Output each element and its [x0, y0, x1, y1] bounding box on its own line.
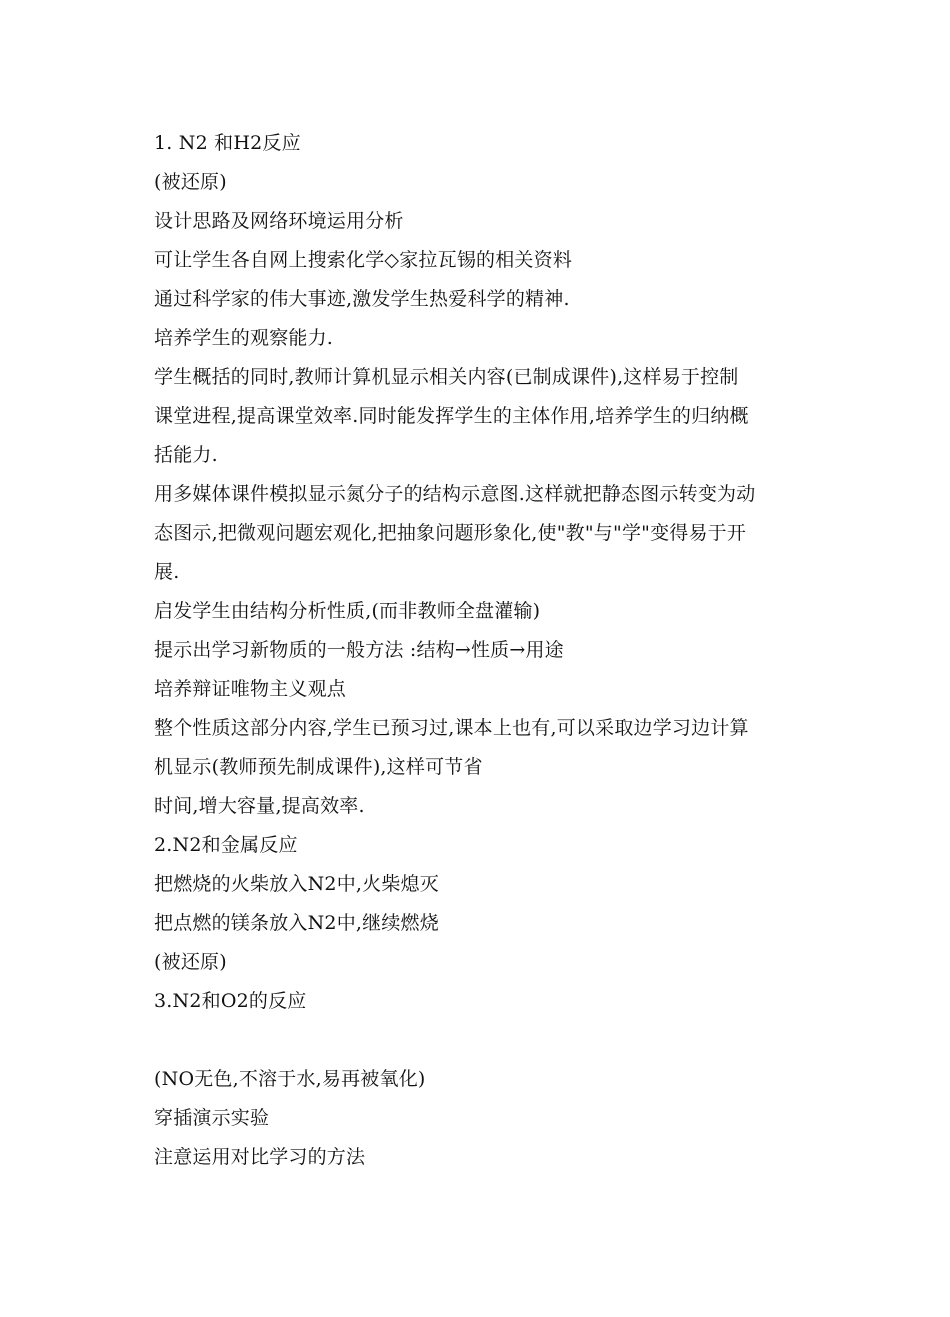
text-line: 展. — [154, 561, 180, 583]
text-line: 启发学生由结构分析性质,(而非教师全盘灌输) — [154, 600, 541, 622]
heading-n2-h2-reaction: 1. N2 和H2反应 — [154, 132, 301, 154]
text-line: (被还原) — [154, 171, 227, 193]
document-body — [154, 124, 814, 1177]
text-line: 可让学生各自网上搜索化学◇家拉瓦锡的相关资料 — [154, 249, 573, 271]
heading-n2-metal-reaction: 2.N2和金属反应 — [154, 834, 298, 856]
text-line: 通过科学家的伟大事迹,激发学生热爱科学的精神. — [154, 288, 570, 310]
text-line: 培养辩证唯物主义观点 — [154, 678, 347, 700]
text-line: 把燃烧的火柴放入N2中,火柴熄灭 — [154, 873, 439, 895]
text-line: 整个性质这部分内容,学生已预习过,课本上也有,可以采取边学习边计算 — [154, 717, 749, 739]
text-line: 括能力. — [154, 444, 218, 466]
text-line: 设计思路及网络环境运用分析 — [154, 210, 404, 232]
text-line: 学生概括的同时,教师计算机显示相关内容(已制成课件),这样易于控制 — [154, 366, 739, 388]
text-line: 注意运用对比学习的方法 — [154, 1146, 366, 1168]
text-line: 培养学生的观察能力. — [154, 327, 334, 349]
text-line: 提示出学习新物质的一般方法 :结构→性质→用途 — [154, 639, 564, 661]
text-line: 机显示(教师预先制成课件),这样可节省 — [154, 756, 483, 778]
text-line: 时间,增大容量,提高效率. — [154, 795, 365, 817]
blank-line — [154, 1021, 814, 1060]
text-line: 态图示,把微观问题宏观化,把抽象问题形象化,使"教"与"学"变得易于开 — [154, 522, 747, 544]
text-line: (NO无色,不溶于水,易再被氧化) — [154, 1068, 426, 1090]
text-line: (被还原) — [154, 951, 227, 973]
text-line: 穿插演示实验 — [154, 1107, 270, 1129]
text-line: 把点燃的镁条放入N2中,继续燃烧 — [154, 912, 439, 934]
heading-n2-o2-reaction: 3.N2和O2的反应 — [154, 990, 307, 1012]
text-line: 课堂进程,提高课堂效率.同时能发挥学生的主体作用,培养学生的归纳概 — [154, 405, 749, 427]
text-line: 用多媒体课件模拟显示氮分子的结构示意图.这样就把静态图示转变为动 — [154, 483, 756, 505]
